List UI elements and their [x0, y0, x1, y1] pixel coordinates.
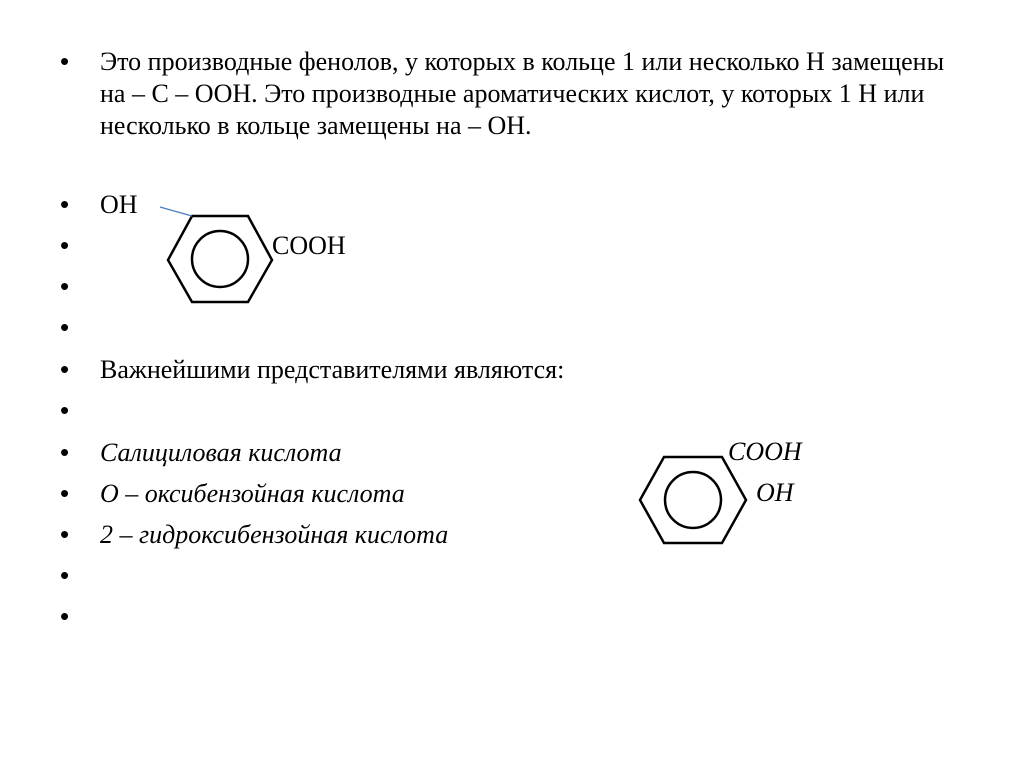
benzene-ring-1 — [168, 216, 272, 302]
ring-1-aromatic-circle — [192, 231, 248, 287]
bullet-7: • — [60, 395, 70, 425]
cooh-label-2: COOH — [728, 437, 802, 466]
bullet-2: • — [60, 189, 70, 219]
bullet-8: • — [60, 437, 70, 467]
ring-2-hexagon — [640, 457, 746, 543]
cooh-label-1: COOH — [272, 231, 346, 260]
bullet-4: • — [60, 271, 70, 301]
bullet-6: • — [60, 354, 70, 384]
ring-1-hexagon — [168, 216, 272, 302]
bullet-1: • — [60, 46, 70, 76]
list-item-oxybenzoic: О – оксибензойная кислота — [100, 479, 405, 508]
bullet-12: • — [60, 601, 70, 631]
bullet-11: • — [60, 560, 70, 590]
bullet-5: • — [60, 312, 70, 342]
bullet-10: • — [60, 519, 70, 549]
representatives-heading: Важнейшими представителями являются: — [100, 355, 565, 384]
oh-label-2: OH — [756, 478, 794, 507]
benzene-ring-2 — [640, 457, 746, 543]
list-item-salicylic: Салициловая кислота — [100, 438, 342, 467]
oh-bond-line — [160, 207, 192, 216]
bullet-3: • — [60, 230, 70, 260]
intro-paragraph: Это производные фенолов, у которых в кольце 1 или несколько Н замещены на – С – ООН. Это производные ароматических кислот, у которых 1 Н или несколько в кольце замещены на – ОН. — [100, 47, 945, 140]
oh-label: OH — [100, 190, 138, 219]
ring-2-aromatic-circle — [665, 472, 721, 528]
bullet-9: • — [60, 478, 70, 508]
list-item-hydroxybenzoic: 2 – гидроксибензойная кислота — [100, 520, 449, 549]
